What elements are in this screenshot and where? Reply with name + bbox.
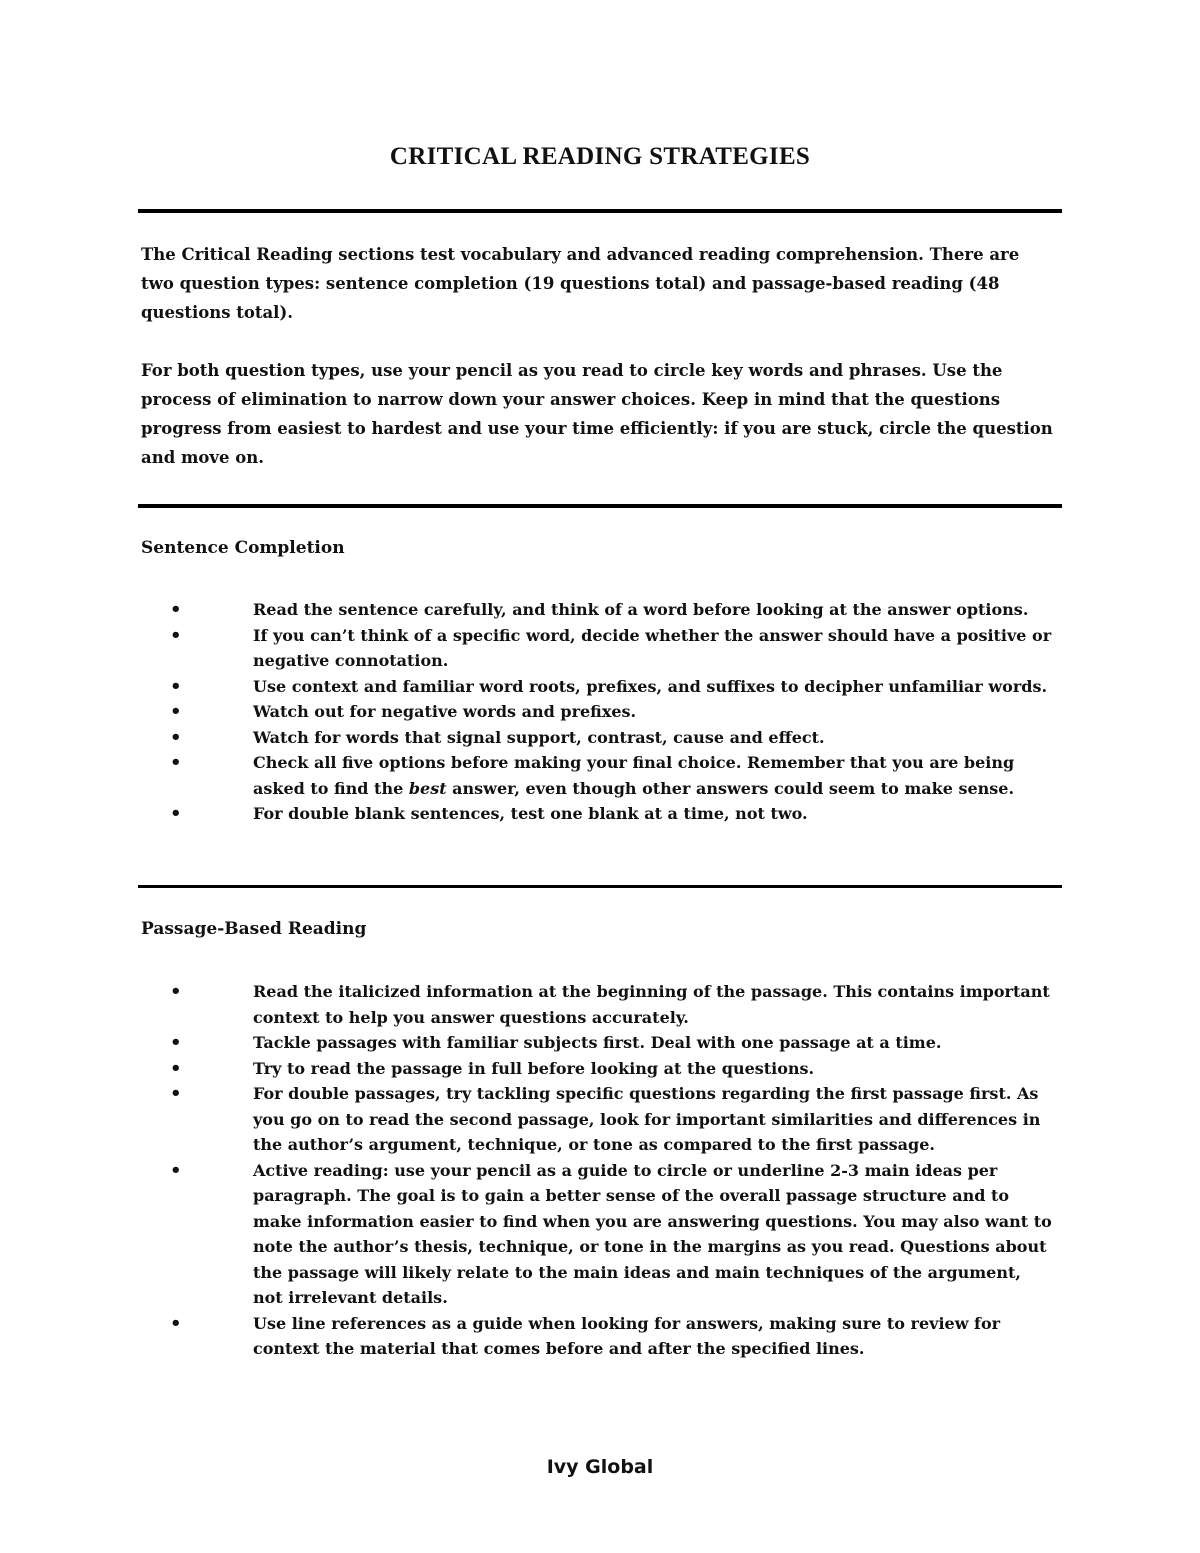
list-item-text: For double blank sentences, test one blank at a time, not two. — [253, 804, 808, 823]
list-item — [141, 750, 1056, 801]
list-item-text: Watch for words that signal support, contrast, cause and effect. — [253, 727, 825, 747]
bullet-icon: • — [170, 752, 182, 773]
list-item — [141, 1158, 1056, 1311]
list-item — [141, 1030, 1056, 1056]
list-item-text: For double passages, try tackling specific questions regarding the first passage first. As you go on to read the second passage, look for important similarities and differences in the author’s argument, technique, or tone as compared to the first passage. — [253, 1084, 1041, 1154]
divider-top — [138, 209, 1062, 213]
list-item — [141, 725, 1056, 751]
list-item-text: Active reading: use your pencil as a guide to circle or underline 2-3 main ideas per paragraph. The goal is to gain a better sense of the overall passage structure and to make information easier to find when you are answering questions. You may also want to note the author’s thesis, technique, or tone in the margins as you read. Questions about the passage will likely relate to the main ideas and main techniques of the argument, not irrelevant details. — [253, 1160, 1052, 1307]
list-item-text: Read the sentence carefully, and think of a word before looking at the answer options. — [253, 600, 1029, 619]
list-item — [141, 699, 1056, 725]
list-item — [141, 979, 1056, 1030]
bullet-icon: • — [170, 981, 182, 1002]
list-item — [141, 1081, 1056, 1158]
bullet-icon: • — [170, 701, 182, 722]
list-item — [141, 1311, 1056, 1362]
intro-paragraph-1: The Critical Reading sections test vocabulary and advanced reading comprehension. There are two question types: sentence completion (19 questions total) and passage-based reading (48 questions total). — [141, 245, 1020, 322]
list-item — [141, 597, 1056, 623]
list-item-text: Use line references as a guide when looking for answers, making sure to review for context the material that comes before and after the specified lines. — [253, 1313, 1001, 1358]
intro-paragraph-2: For both question types, use your pencil as you read to circle key words and phrases. Use the process of elimination to narrow down your answer choices. Keep in mind that the questions progress from easiest to hardest and use your time efficiently: if you are stuck, circle the question and move on. — [141, 361, 1053, 467]
bullet-icon: • — [170, 599, 182, 620]
list-item-text: Watch out for negative words and prefixes. — [253, 702, 637, 721]
passage-reading-heading: Passage-Based Reading — [141, 919, 367, 939]
intro-section — [141, 240, 1053, 472]
bullet-icon: • — [170, 1159, 182, 1181]
list-item — [141, 674, 1056, 700]
sentence-completion-list — [141, 597, 1056, 827]
bullet-icon: • — [170, 1057, 182, 1079]
list-item-text: Try to read the passage in full before looking at the questions. — [253, 1058, 815, 1078]
bullet-icon: • — [170, 803, 182, 824]
divider-sentence-completion — [138, 885, 1062, 888]
bullet-icon: • — [170, 726, 182, 748]
document-title: CRITICAL READING STRATEGIES — [389, 143, 811, 170]
bullet-icon: • — [170, 1032, 182, 1053]
list-item-text: Tackle passages with familiar subjects first. Deal with one passage at a time. — [253, 1033, 942, 1052]
divider-intro — [138, 504, 1062, 508]
sentence-completion-heading: Sentence Completion — [141, 538, 345, 558]
bullet-icon: • — [170, 624, 182, 646]
emphasis-best: best — [408, 778, 447, 798]
list-item-text — [253, 753, 1014, 798]
list-item-text: If you can’t think of a specific word, decide whether the answer should have a positive or negative connotation. — [253, 625, 1052, 670]
list-item — [141, 1056, 1056, 1082]
bullet-icon: • — [170, 675, 182, 697]
footer-brand: Ivy Global — [546, 1456, 654, 1478]
list-item — [141, 801, 1056, 827]
passage-reading-list — [141, 979, 1056, 1362]
list-item-text-after: answer, even though other answers could seem to make sense. — [446, 778, 1015, 798]
list-item-text-before: Check all five options before making your final choice. Remember that you are being asked to find the — [253, 753, 1015, 798]
list-item-text: Read the italicized information at the beginning of the passage. This contains important context to help you answer questions accurately. — [253, 982, 1050, 1027]
list-item — [141, 623, 1056, 674]
list-item-text: Use context and familiar word roots, prefixes, and suffixes to decipher unfamiliar words. — [253, 676, 1048, 696]
bullet-icon: • — [170, 1312, 182, 1334]
bullet-icon: • — [170, 1083, 182, 1104]
